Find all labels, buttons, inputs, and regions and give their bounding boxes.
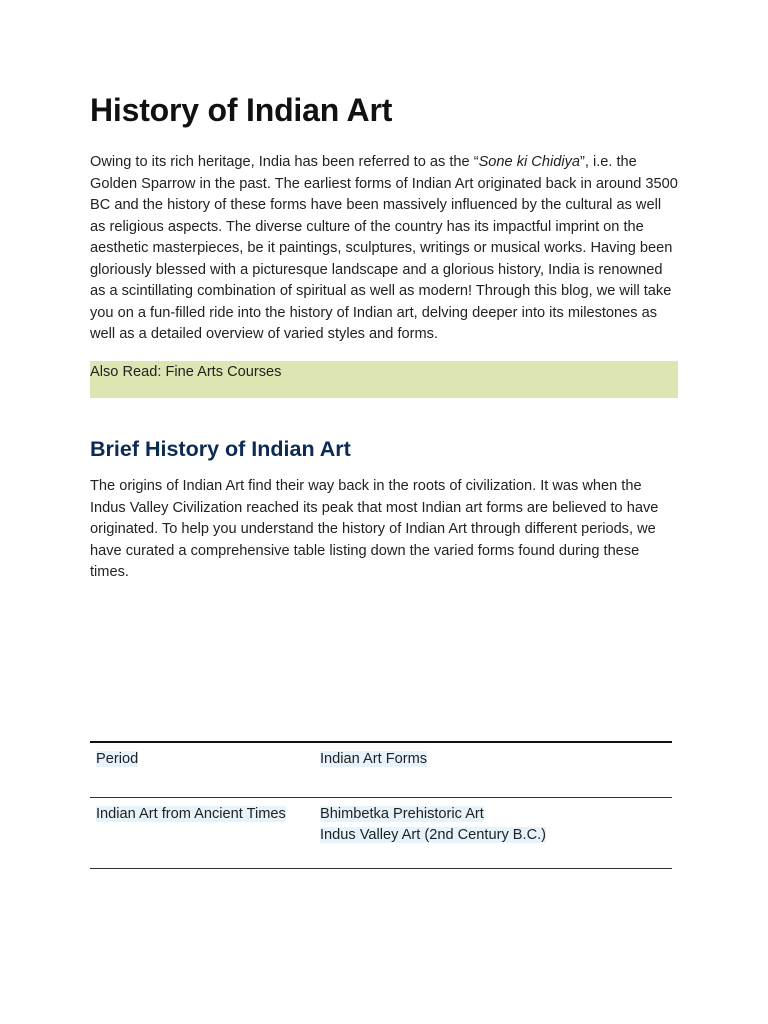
- also-read-box[interactable]: [90, 361, 678, 398]
- intro-paragraph: [90, 152, 678, 346]
- intro-text-start: Owing to its rich heritage, India has been referred to as the “: [90, 154, 479, 170]
- period-text: Indian Art from Ancient Times: [96, 805, 286, 822]
- section-paragraph: The origins of Indian Art find their way back in the roots of civilization. It was when the Indus Valley Civilization reached its peak that most Indian art forms are believed to have originated. To help you understand the history of Indian Art through different periods, we have curated a comprehensive table listing down the varied forms found during these times.: [90, 478, 659, 580]
- table-cell-forms: [314, 797, 672, 868]
- form-line: [320, 804, 666, 825]
- section-heading: Brief History of Indian Art: [90, 437, 351, 461]
- table-row: [90, 797, 672, 868]
- form-line: [320, 825, 666, 846]
- header-period: Period: [96, 751, 139, 767]
- intro-emphasis: Sone ki Chidiya: [478, 154, 580, 170]
- table-header-cell: [90, 742, 314, 797]
- page-title: History of Indian Art: [90, 92, 393, 128]
- also-read-link[interactable]: Also Read: Fine Arts Courses: [90, 364, 282, 380]
- header-forms: Indian Art Forms: [320, 751, 428, 767]
- table-header-cell: [314, 742, 672, 797]
- history-table: [90, 741, 672, 869]
- table-cell-period: [90, 797, 314, 868]
- intro-text-end: ”, i.e. the Golden Sparrow in the past. The earliest forms of Indian Art originated back in around 3500 BC and the history of these forms have been massively influenced by the cultural as well as religious aspects. The diverse culture of the country has its impactful imprint on the aesthetic masterpieces, be it paintings, sculptures, writings or musical works. Having been gloriously blessed with a picturesque landscape and a glorious history, India is renowned as a scintillating combination of spiritual as well as modern! Through this blog, we will take you on a fun-filled ride into the history of Indian art, delving deeper into its milestones as well as a detailed overview of varied styles and forms.: [90, 154, 678, 342]
- form-item: Indus Valley Art (2nd Century B.C.): [320, 826, 547, 843]
- table-header-row: [90, 742, 672, 797]
- form-item: Bhimbetka Prehistoric Art: [320, 805, 484, 822]
